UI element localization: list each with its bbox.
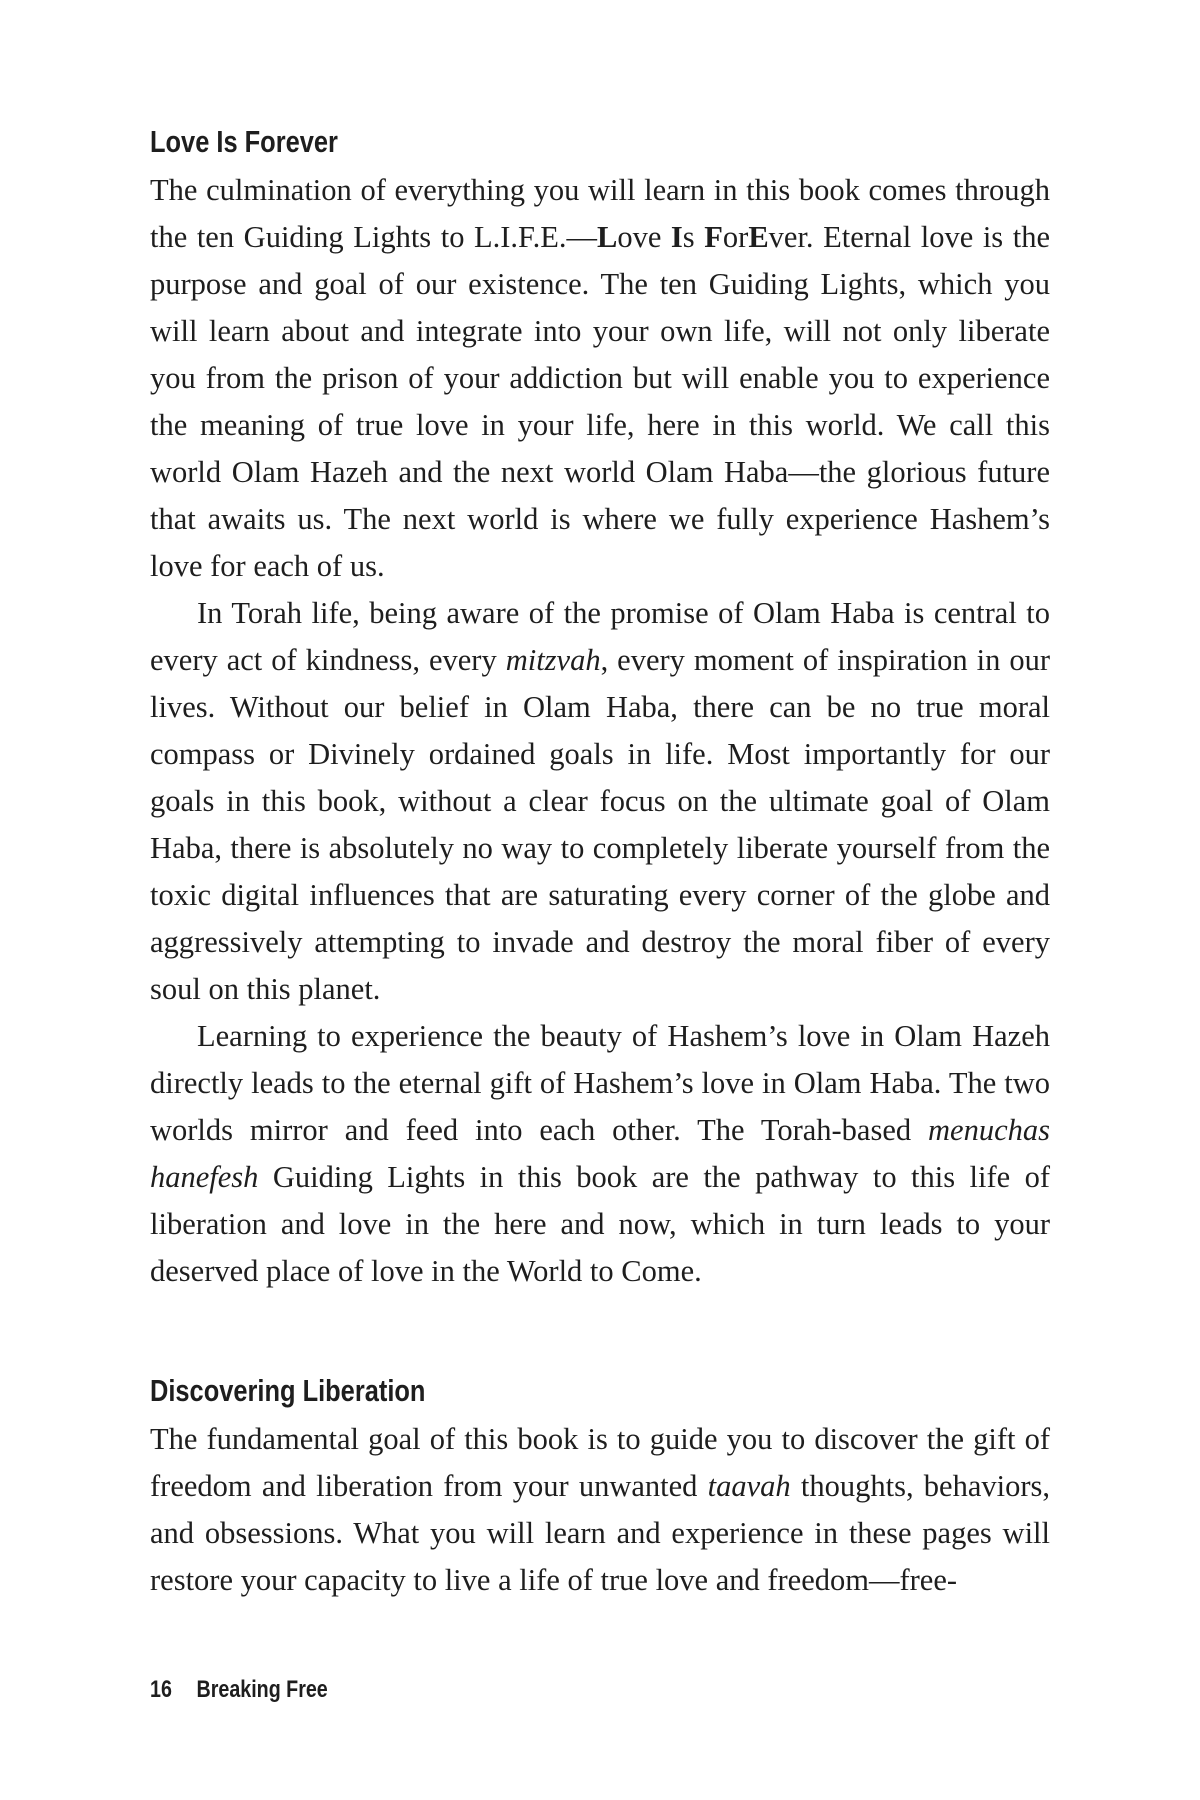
paragraph-4-text-end: thoughts, behaviors, and obsessions. What you will learn and experience in these pages will restore your capacity to live a life of true love and freedom—free-	[150, 1469, 1050, 1597]
running-book-title: Breaking Free	[196, 1676, 328, 1703]
section-heading-discovering-liberation: Discovering Liberation	[150, 1373, 426, 1408]
paragraph-2-text-end: , every moment of inspiration in our lives. Without our belief in Olam Haba, there can be no true moral compass or Divinely ordained goals in life. Most importantly for our goals in this book, without a clear focus on the ultimate goal of Olam Haba, there is absolutely no way to completely liberate yourself from the toxic digital influences that are saturating every corner of the globe and aggressively attempting to invade and destroy the moral fiber of every soul on this planet.	[150, 643, 1051, 1006]
page-number: 16	[150, 1676, 172, 1703]
paragraph-1-text-start: The culmination of everything you will learn in this book comes through the ten Guiding Lights to L.I.F.E.—	[150, 173, 1050, 254]
paragraph-3	[150, 1013, 1050, 1295]
section-heading-love-is-forever: Love Is Forever	[150, 124, 338, 159]
section-body-discovering-liberation	[150, 1416, 1050, 1604]
acronym-letter-i: I	[670, 220, 683, 254]
paragraph-1	[150, 167, 1050, 590]
paragraph-3-text-end: Guiding Lights in this book are the pathway to this life of liberation and love in the here and now, which in turn leads to your deserved place of love in the World to Come.	[150, 1160, 1050, 1288]
acronym-text-ove: ove	[617, 220, 671, 254]
acronym-letter-f: F	[704, 220, 723, 254]
paragraph-1-text-end: ver. Eternal love is the purpose and goal of our existence. The ten Guiding Lights, which you will learn about and integrate into your own life, will not only liberate you from the prison of your addiction but will enable you to experience the meaning of true love in your life, here in this world. We call this world Olam Hazeh and the next world Olam Haba—the glorious future that awaits us. The next world is where we fully experience Hashem’s love for each of us.	[150, 220, 1051, 583]
term-menuchas-hanefesh: menuchas hanefesh	[150, 1113, 1050, 1194]
paragraph-2-text-start: In Torah life, being aware of the promise of Olam Haba is central to every act of kindness, every	[150, 596, 1050, 677]
section-body-love-is-forever	[150, 167, 1050, 1295]
acronym-letter-e: E	[748, 220, 769, 254]
paragraph-4-text-start: The fundamental goal of this book is to guide you to discover the gift of freedom and liberation from your unwanted	[150, 1422, 1050, 1503]
term-mitzvah: mitzvah	[505, 643, 601, 677]
paragraph-2	[150, 590, 1050, 1013]
acronym-text-or: or	[722, 220, 749, 254]
paragraph-4	[150, 1416, 1050, 1604]
acronym-text-s: s	[682, 220, 705, 254]
acronym-letter-l: L	[596, 220, 618, 254]
page-footer	[150, 1676, 328, 1704]
paragraph-3-text-start: Learning to experience the beauty of Hashem’s love in Olam Hazeh directly leads to the eternal gift of Hashem’s love in Olam Haba. The two worlds mirror and feed into each other. The Torah-based	[150, 1019, 1050, 1147]
term-taavah: taavah	[707, 1469, 791, 1503]
